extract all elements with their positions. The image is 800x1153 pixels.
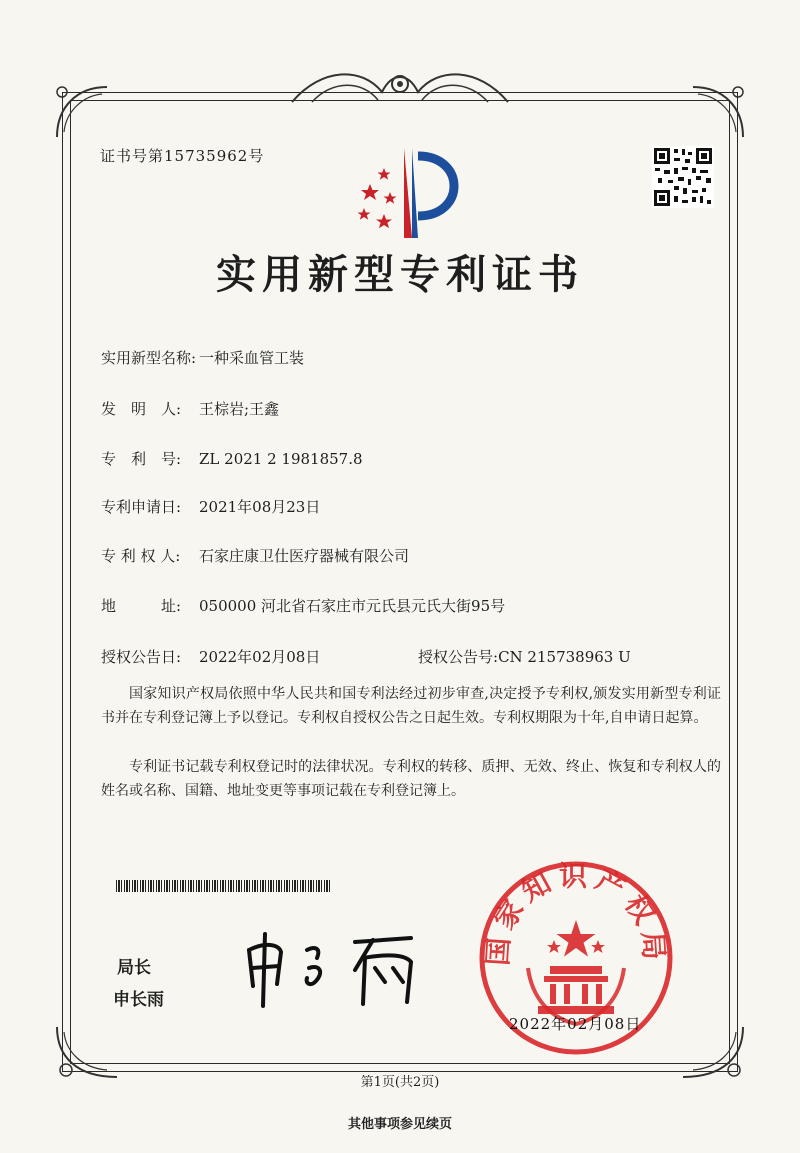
- field-label: 专利申请日:: [101, 498, 182, 516]
- top-ornament-icon: [282, 62, 518, 112]
- field-application-date: [101, 496, 320, 517]
- field-label: 专 利 号:: [101, 450, 182, 468]
- seal-text: 国家知识产权局: [481, 859, 671, 967]
- certificate-number: 证书号第15735962号: [100, 147, 265, 165]
- patent-office-emblem-icon: [346, 146, 466, 242]
- svg-text:国家知识产权局: [481, 860, 671, 967]
- director-title: 局长: [117, 958, 151, 978]
- qr-code-icon: [652, 146, 714, 208]
- field-label: 授权公告日:: [101, 648, 182, 666]
- page-number: 第1页(共2页): [360, 1075, 440, 1090]
- field-value: 王棕岩;王鑫: [199, 400, 280, 418]
- certificate-title: 实用新型专利证书: [216, 251, 584, 298]
- body-paragraph: 专利证书记载专利权登记时的法律状况。专利权的转移、质押、无效、终止、恢复和专利权人的姓名或名称、国籍、地址变更等事项记载在专利登记簿上。: [101, 759, 721, 799]
- field-value: 2021年08月23日: [199, 498, 321, 516]
- field-value: ZL 2021 2 1981857.8: [199, 450, 363, 468]
- field-utility-model-name: [101, 347, 304, 368]
- field-grant-announcement-date: [101, 646, 320, 667]
- field-address: [101, 595, 505, 616]
- field-patentee: [101, 545, 409, 566]
- body-paragraph: 国家知识产权局依照中华人民共和国专利法经过初步审查,决定授予专利权,颁发实用新型专利证书并在专利登记簿上予以登记。专利权自授权公告之日起生效。专利权期限为十年,自申请日起算。: [101, 686, 721, 726]
- field-label: 发 明 人:: [101, 400, 182, 418]
- field-label: 地 址:: [101, 597, 182, 615]
- field-value: CN 215738963 U: [498, 648, 631, 666]
- field-patent-number: [101, 448, 363, 469]
- director-signature-icon: [235, 928, 435, 1008]
- corner-ornament-icon: [52, 82, 112, 142]
- field-value: 石家庄康卫仕医疗器械有限公司: [199, 547, 410, 565]
- field-value: 一种采血管工装: [199, 349, 305, 367]
- corner-ornament-icon: [688, 82, 748, 142]
- field-inventors: [101, 398, 279, 419]
- director-name: 申长雨: [113, 990, 164, 1010]
- field-label: 专 利 权 人:: [101, 547, 181, 565]
- field-value: 050000 河北省石家庄市元氏县元氏大街95号: [199, 597, 506, 615]
- barcode-icon: [116, 880, 330, 892]
- field-grant-announcement-number: [418, 646, 631, 667]
- field-value: 2022年02月08日: [199, 648, 321, 666]
- field-label: 授权公告号:: [418, 648, 499, 666]
- footer-note: 其他事项参见续页: [347, 1117, 452, 1132]
- field-label: 实用新型名称:: [101, 349, 197, 367]
- seal-date: 2022年02月08日: [509, 1015, 642, 1033]
